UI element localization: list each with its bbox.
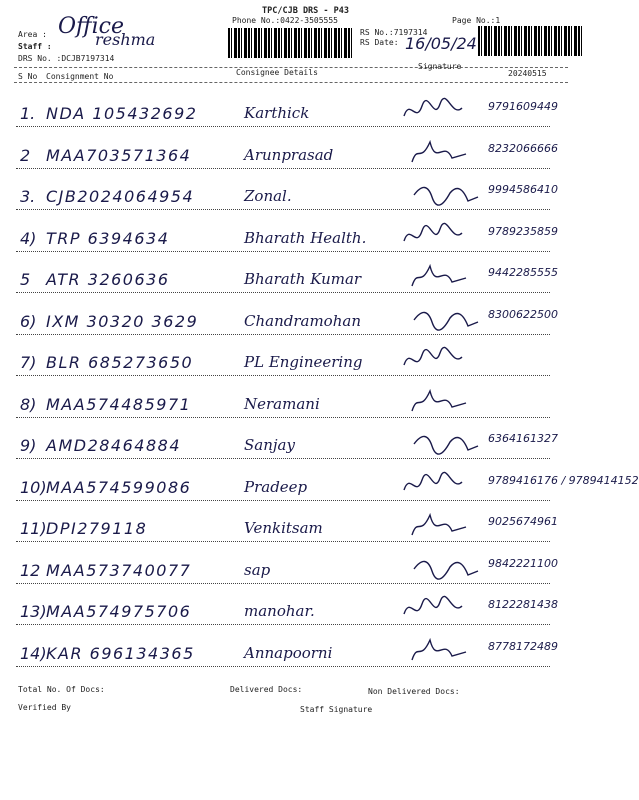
consignment-number: MAA574485971 xyxy=(46,394,192,414)
phone-number: 8778172489 xyxy=(488,639,558,653)
col-consignee: Consignee Details xyxy=(236,68,318,77)
consignment-number: CJB2024064954 xyxy=(46,187,195,206)
phone-number: 6364161327 xyxy=(488,432,558,445)
rs-date-value: 16/05/24 xyxy=(405,34,477,53)
signature-scribble xyxy=(400,219,470,253)
consignee-name: Venkitsam xyxy=(244,519,323,537)
staff-label: Staff : xyxy=(18,42,52,51)
row-number: 1. xyxy=(20,104,36,123)
phone-number: Phone No.:0422-3505555 xyxy=(232,16,338,25)
consignee-name: sap xyxy=(244,560,271,579)
signature-scribble xyxy=(400,343,470,377)
column-divider xyxy=(14,82,568,83)
rs-date-label: RS Date: xyxy=(360,38,399,47)
signature-scribble xyxy=(412,177,482,211)
consignment-number: TRP 6394634 xyxy=(46,228,170,248)
signature-scribble xyxy=(406,634,476,668)
non-delivered-docs-label: Non Delivered Docs: xyxy=(368,687,460,696)
consignee-name: Karthick xyxy=(244,104,310,122)
phone-number: 8300622500 xyxy=(488,307,558,321)
verified-by-label: Verified By xyxy=(18,703,71,712)
row-number: 9) xyxy=(20,436,37,455)
signature-scribble xyxy=(412,551,482,585)
row-number: 7) xyxy=(20,353,37,372)
consignment-number: MAA574975706 xyxy=(46,602,192,621)
row-number: 11) xyxy=(20,519,47,538)
col-sno: S No xyxy=(18,72,38,81)
consignee-name: Arunprasad xyxy=(244,145,334,164)
consignment-number: MAA703571364 xyxy=(46,145,192,165)
row-number: 4) xyxy=(20,228,37,248)
rs-number: RS No.:7197314 xyxy=(360,28,428,37)
barcode-left xyxy=(228,28,354,58)
row-number: 12 xyxy=(20,560,41,580)
consignment-number: MAA574599086 xyxy=(46,477,192,497)
consignment-number: DPI279118 xyxy=(46,519,148,538)
consignee-name: Sanjay xyxy=(244,436,295,454)
signature-scribble xyxy=(412,302,482,336)
phone-number: 9789235859 xyxy=(488,224,558,238)
consignment-number: BLR 685273650 xyxy=(46,353,194,372)
phone-number: 9994586410 xyxy=(488,183,558,196)
signature-scribble xyxy=(412,426,482,460)
consignee-name: Neramani xyxy=(244,394,320,413)
consignment-number: KAR 696134365 xyxy=(46,643,195,663)
consignment-number: IXM 30320 3629 xyxy=(46,311,199,331)
phone-number: 9842221100 xyxy=(488,556,558,570)
consignee-name: PL Engineering xyxy=(244,353,363,371)
signature-scribble xyxy=(406,136,476,170)
staff-signature-label: Staff Signature xyxy=(300,705,373,714)
consignment-number: ATR 3260636 xyxy=(46,270,170,289)
page-number: Page No.:1 xyxy=(452,16,501,25)
area-value: Office xyxy=(58,14,124,39)
consignment-number: NDA 105432692 xyxy=(46,104,198,123)
signature-scribble xyxy=(406,509,476,543)
row-number: 14) xyxy=(20,643,47,663)
delivered-docs-label: Delivered Docs: xyxy=(230,685,303,694)
row-number: 10) xyxy=(20,477,47,497)
consignee-name: Pradeep xyxy=(244,477,308,496)
signature-scribble xyxy=(406,260,476,294)
drs-number: DRS No. :DCJB7197314 xyxy=(18,54,115,63)
phone-number: 8122281438 xyxy=(488,598,558,611)
doc-title: TPC/CJB DRS - P43 xyxy=(262,6,349,16)
consignee-name: Zonal. xyxy=(244,187,292,205)
col-consignment: Consignment No xyxy=(46,72,114,81)
row-number: 5 xyxy=(20,270,31,289)
consignee-name: Bharath Kumar xyxy=(244,270,362,288)
total-docs-label: Total No. Of Docs: xyxy=(18,685,105,694)
row-number: 6) xyxy=(20,311,37,331)
col-signature: Signature xyxy=(418,62,462,71)
signature-scribble xyxy=(400,468,470,502)
row-number: 8) xyxy=(20,394,37,414)
phone-number: 8232066666 xyxy=(488,141,558,155)
signature-scribble xyxy=(400,94,470,128)
consignment-number: AMD28464884 xyxy=(46,436,182,455)
consignee-name: Bharath Health. xyxy=(244,228,367,247)
consignment-number: MAA573740077 xyxy=(46,560,192,580)
phone-number: 9789416176 / 9789414152 xyxy=(488,473,639,487)
row-number: 2 xyxy=(20,145,31,165)
signature-scribble xyxy=(400,592,470,626)
area-label: Area : xyxy=(18,30,47,39)
signature-scribble xyxy=(406,385,476,419)
print-date: 20240515 xyxy=(508,69,547,78)
consignee-name: manohar. xyxy=(244,602,315,620)
phone-number: 9791609449 xyxy=(488,100,558,113)
consignee-name: Chandramohan xyxy=(244,311,361,330)
phone-number: 9025674961 xyxy=(488,515,558,528)
phone-number: 9442285555 xyxy=(488,266,558,279)
staff-value: reshma xyxy=(95,30,156,49)
row-number: 13) xyxy=(20,602,47,621)
consignee-name: Annapoorni xyxy=(244,643,333,662)
row-number: 3. xyxy=(20,187,36,206)
barcode-right xyxy=(478,26,584,56)
